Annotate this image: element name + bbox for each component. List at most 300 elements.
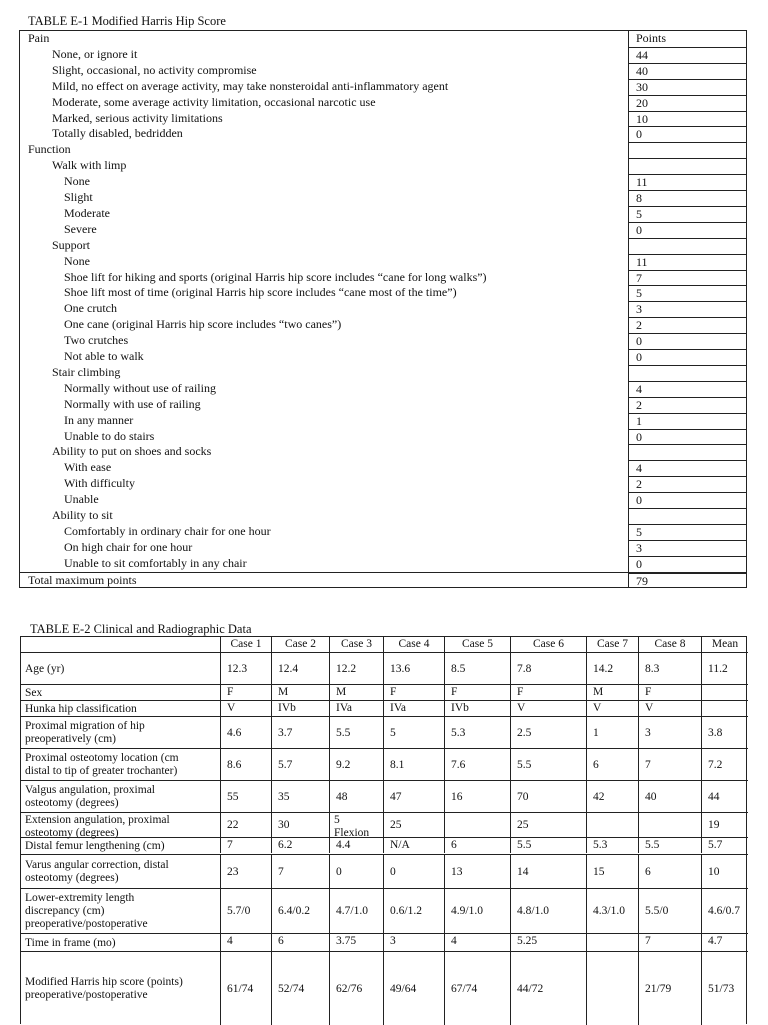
points-cell [628,573,746,588]
points-cell [628,397,746,413]
data-value: 13 [451,865,463,878]
points-value: 3 [636,540,642,555]
data-cell [510,837,586,853]
data-cell [383,854,444,888]
data-cell [638,748,701,780]
row-label-line: distal to tip of greater trochanter) [25,765,178,777]
data-value: 6 [278,935,284,947]
data-value: 12.4 [278,662,299,675]
row-label-line: Proximal migration of hip [25,720,145,732]
points-cell [628,222,746,238]
points-cell [628,254,746,270]
data-cell [444,716,510,748]
table1-row [20,429,746,445]
data-cell [510,684,586,700]
points-header: Points [636,31,667,45]
column-header-text: Case 3 [341,638,372,650]
table1-row [20,47,746,63]
data-value: 8.5 [451,662,466,675]
data-cell [220,684,271,700]
data-value: 6.2 [278,839,293,851]
table1-row [20,444,746,460]
points-cell [628,460,746,476]
data-cell [220,888,271,933]
column-header-text: Case 5 [462,638,493,650]
points-value: 0 [636,222,642,237]
points-value: 20 [636,95,648,110]
data-value: 0.6/1.2 [390,905,422,917]
data-value: 7 [645,935,651,947]
data-cell [586,812,638,837]
table1-row [20,270,746,286]
data-cell [638,700,701,716]
row-label: Ability to put on shoes and socks [52,444,212,459]
points-cell [628,238,746,254]
data-cell [329,951,383,1025]
row-label: Unable to sit comfortably in any chair [64,555,247,570]
data-value: F [645,686,652,698]
data-value: 4.4 [336,839,351,851]
data-cell [444,748,510,780]
row-label: Shoe lift for hiking and sports (original Harris hip score includes “cane for long walks”) [64,269,487,284]
data-cell [271,716,329,748]
data-value: 52/74 [278,982,305,995]
table1-row [20,111,746,127]
data-value: 49/64 [390,982,417,995]
row-label-cell [21,933,220,951]
data-value: 7.2 [708,758,723,771]
data-cell [586,748,638,780]
data-value: V [517,702,526,714]
points-value: 5 [636,286,642,301]
table1-row [20,254,746,270]
data-cell [220,812,271,837]
data-value: IVb [278,702,296,714]
data-cell [638,854,701,888]
points-value: 11 [636,254,648,269]
row-label-line: Time in frame (mo) [25,936,116,949]
data-cell [510,812,586,837]
points-value: 5 [636,206,642,221]
points-cell [628,301,746,317]
data-value: 6 [451,839,457,851]
data-value: 4 [227,935,233,947]
data-cell [586,652,638,684]
data-value: 14.2 [593,662,614,675]
table1-row [20,238,746,254]
row-label-line: discrepancy (cm) [25,905,105,917]
row-label: Normally without use of railing [64,380,216,395]
points-value: 40 [636,63,648,78]
row-label: None [64,253,90,268]
data-cell [220,716,271,748]
data-value: 11.2 [708,662,728,675]
data-cell [510,933,586,951]
row-label-cell [21,716,220,748]
data-cell [510,951,586,1025]
row-label-line: Sex [25,686,43,699]
table1-row [20,126,746,142]
data-value: 5.5 [517,758,532,771]
table1-row [20,492,746,508]
column-header [701,637,748,652]
data-cell [638,780,701,812]
data-value: 3.7 [278,726,293,739]
table2-caption: TABLE E-2 Clinical and Radiographic Data [30,622,252,636]
row-label-cell [21,951,220,1025]
table1-row [20,524,746,540]
points-cell [628,63,746,79]
row-label: Shoe lift most of time (original Harris hip score includes “cane most of the time”) [64,285,457,300]
data-value: 47 [390,790,402,803]
row-label-cell [21,888,220,933]
data-value: 15 [593,865,605,878]
data-value: M [593,686,604,698]
data-value: 40 [645,790,657,803]
row-label: Severe [64,221,97,236]
data-value: IVb [451,702,469,714]
data-value: 5.5 [645,839,660,851]
data-cell [383,748,444,780]
row-label: In any manner [64,412,134,427]
points-value: 44 [636,47,648,62]
data-cell [383,652,444,684]
row-label: Two crutches [64,333,129,348]
data-value: IVa [390,702,406,714]
data-value: 7.6 [451,758,466,771]
data-cell [444,780,510,812]
column-header [329,637,383,652]
table1-row [20,460,746,476]
row-label: Total maximum points [28,572,137,587]
row-label-line: Extension angulation, proximal [25,814,170,826]
data-value: 8.1 [390,758,405,771]
data-cell [701,716,748,748]
points-value: 2 [636,477,642,492]
table1-row [20,556,746,572]
points-cell [628,444,746,460]
row-label: Ability to sit [52,508,113,522]
data-cell [701,812,748,837]
points-cell [628,476,746,492]
data-value: 8.3 [645,662,660,675]
data-cell [444,888,510,933]
row-label-line: osteotomy (degrees) [25,872,119,884]
data-value: 5.7/0 [227,905,251,917]
data-value: 67/74 [451,982,478,995]
data-value: F [517,686,524,698]
data-value: 42 [593,790,605,803]
data-value: 10 [708,865,720,878]
points-value: 5 [636,524,642,539]
data-cell [220,748,271,780]
data-value: IVa [336,702,352,714]
data-cell [220,837,271,853]
row-label: Moderate [64,205,110,220]
data-value: 14 [517,865,529,878]
data-value: 5.25 [517,935,538,947]
points-cell [628,142,746,158]
row-label-cell [21,812,220,837]
row-label-line: preoperative/postoperative [25,918,148,930]
row-label-line: Modified Harris hip score (points) [25,976,183,988]
data-cell [271,700,329,716]
row-label-line: Proximal osteotomy location (cm [25,752,179,764]
data-value: 5 [334,814,340,826]
data-cell [586,888,638,933]
data-cell [329,748,383,780]
data-value: 4.7 [708,935,723,947]
data-value-note: Flexion [334,827,370,839]
points-cell [628,540,746,556]
data-cell [329,888,383,933]
points-cell [628,111,746,127]
points-cell [628,47,746,63]
data-cell [586,951,638,1025]
points-value: 79 [636,573,648,588]
row-label: None [64,174,90,189]
row-label: Normally with use of railing [64,396,201,411]
row-label-line: Valgus angulation, proximal [25,784,155,796]
data-cell [220,780,271,812]
points-cell [628,158,746,174]
data-cell [701,837,748,853]
data-cell [586,700,638,716]
data-value: 13.6 [390,662,411,675]
data-cell [329,652,383,684]
data-value: 5.3 [451,726,466,739]
points-cell [628,317,746,333]
row-label: Pain [28,31,50,45]
data-cell [271,888,329,933]
points-value: 4 [636,461,642,476]
data-cell [701,780,748,812]
data-cell [271,837,329,853]
data-cell [701,748,748,780]
row-label: None, or ignore it [52,46,138,61]
points-cell [628,206,746,222]
data-cell [383,716,444,748]
points-value: 4 [636,381,642,396]
data-cell [383,684,444,700]
column-header [383,637,444,652]
data-cell [701,888,748,933]
data-value: 3 [390,935,396,947]
data-value: 62/76 [336,982,363,995]
data-cell [701,951,748,1025]
points-cell [628,174,746,190]
row-label-cell [21,780,220,812]
row-label-line: Hunka hip classification [25,702,137,715]
data-cell [220,652,271,684]
data-cell [510,748,586,780]
points-cell [628,492,746,508]
points-value: 1 [636,413,642,428]
data-cell [329,716,383,748]
points-value: 10 [636,111,648,126]
row-label-line: preoperative/postoperative [25,989,148,1001]
data-cell [638,652,701,684]
data-value: N/A [390,839,410,851]
data-cell [383,837,444,853]
data-value: 7.8 [517,662,532,675]
row-label-cell [21,748,220,780]
row-label: Slight, occasional, no activity compromise [52,62,257,77]
data-cell [638,837,701,853]
points-cell [628,365,746,381]
data-value: 35 [278,790,290,803]
points-cell [628,429,746,445]
data-cell [444,933,510,951]
data-value: 19 [708,819,720,831]
data-cell [271,951,329,1025]
data-cell [638,888,701,933]
row-label: Moderate, some average activity limitation, occasional narcotic use [52,94,376,109]
data-value: M [278,686,289,698]
data-value: 22 [227,819,239,831]
data-cell [444,684,510,700]
data-cell [444,700,510,716]
data-value: M [336,686,347,698]
data-cell [271,684,329,700]
data-cell [271,933,329,951]
data-cell [444,812,510,837]
data-cell [586,716,638,748]
column-header-text: Case 8 [654,638,686,650]
row-label: Function [28,142,71,157]
data-value: 12.3 [227,662,248,675]
data-value: 16 [451,790,463,803]
data-value: 3.75 [336,935,357,947]
data-value: 5.5 [517,839,532,851]
data-value: 61/74 [227,982,254,995]
table1-row [20,508,746,524]
row-label: Comfortably in ordinary chair for one hour [64,523,271,538]
points-value: 0 [636,429,642,444]
harris-hip-score-table [19,30,747,588]
row-label: Unable to do stairs [64,428,155,443]
data-value: F [451,686,458,698]
row-label: Not able to walk [64,349,144,363]
row-label: Support [52,237,91,252]
table1-row [20,206,746,222]
points-cell [628,190,746,206]
data-value: 4.6 [227,726,242,739]
data-value: 25 [517,819,529,831]
data-value: 48 [336,790,348,803]
row-label-line: osteotomy (degrees) [25,827,119,839]
data-cell [220,951,271,1025]
table1-row [20,365,746,381]
data-value: 5.7 [278,758,293,771]
data-cell [701,684,748,700]
table1-row [20,31,746,47]
data-cell [586,933,638,951]
data-cell [383,812,444,837]
row-label-cell [21,837,220,853]
table1-row [20,349,746,365]
data-cell [510,716,586,748]
data-cell [383,888,444,933]
table1-row [20,222,746,238]
row-label: On high chair for one hour [64,539,193,554]
points-cell [628,95,746,111]
data-value: 9.2 [336,758,351,771]
data-cell [638,933,701,951]
data-cell [510,652,586,684]
table1-row [20,63,746,79]
data-cell [329,700,383,716]
row-label-cell [21,684,220,700]
points-value: 0 [636,334,642,349]
row-label-line: Age (yr) [25,662,65,675]
column-header-text: Case 7 [597,638,628,650]
data-cell [271,812,329,837]
row-label-line: Varus angular correction, distal [25,859,169,871]
points-cell [628,79,746,95]
points-value: 11 [636,175,648,190]
column-header [220,637,271,652]
data-value: 5.5 [336,726,351,739]
column-header-text: Case 1 [230,638,262,650]
data-cell [638,812,701,837]
data-cell [220,854,271,888]
points-cell [628,349,746,365]
points-value: 7 [636,270,642,285]
data-cell [271,652,329,684]
column-header [638,637,701,652]
data-cell [444,652,510,684]
data-cell [510,700,586,716]
data-value: 5.7 [708,839,723,851]
data-cell [329,684,383,700]
table1-row [20,540,746,556]
data-cell [638,716,701,748]
data-value: 21/79 [645,982,672,995]
data-cell [638,684,701,700]
points-value: 8 [636,191,642,205]
clinical-radiographic-table [20,636,747,1024]
data-value: 4.7/1.0 [336,905,368,917]
table1-caption: TABLE E-1 Modified Harris Hip Score [28,14,226,28]
points-cell [628,381,746,397]
data-cell [329,854,383,888]
data-value: V [227,702,236,714]
data-value: 8.6 [227,758,242,771]
data-cell [220,700,271,716]
table1-row [20,285,746,301]
data-cell [329,780,383,812]
data-cell [510,780,586,812]
points-value: 0 [636,127,642,142]
data-cell [329,837,383,853]
points-value: 2 [636,397,642,412]
data-value: 5.5/0 [645,905,669,917]
column-header [444,637,510,652]
points-value: 0 [636,493,642,508]
data-cell [329,812,383,837]
data-cell [701,933,748,951]
data-value: 3 [645,726,651,739]
row-label: One crutch [64,301,117,316]
column-header-text: Case 6 [533,638,564,650]
table1-row [20,142,746,158]
table1-row [20,174,746,190]
row-label: With ease [64,460,112,475]
row-label-cell [21,700,220,716]
table1-row [20,190,746,206]
points-value: 2 [636,318,642,333]
